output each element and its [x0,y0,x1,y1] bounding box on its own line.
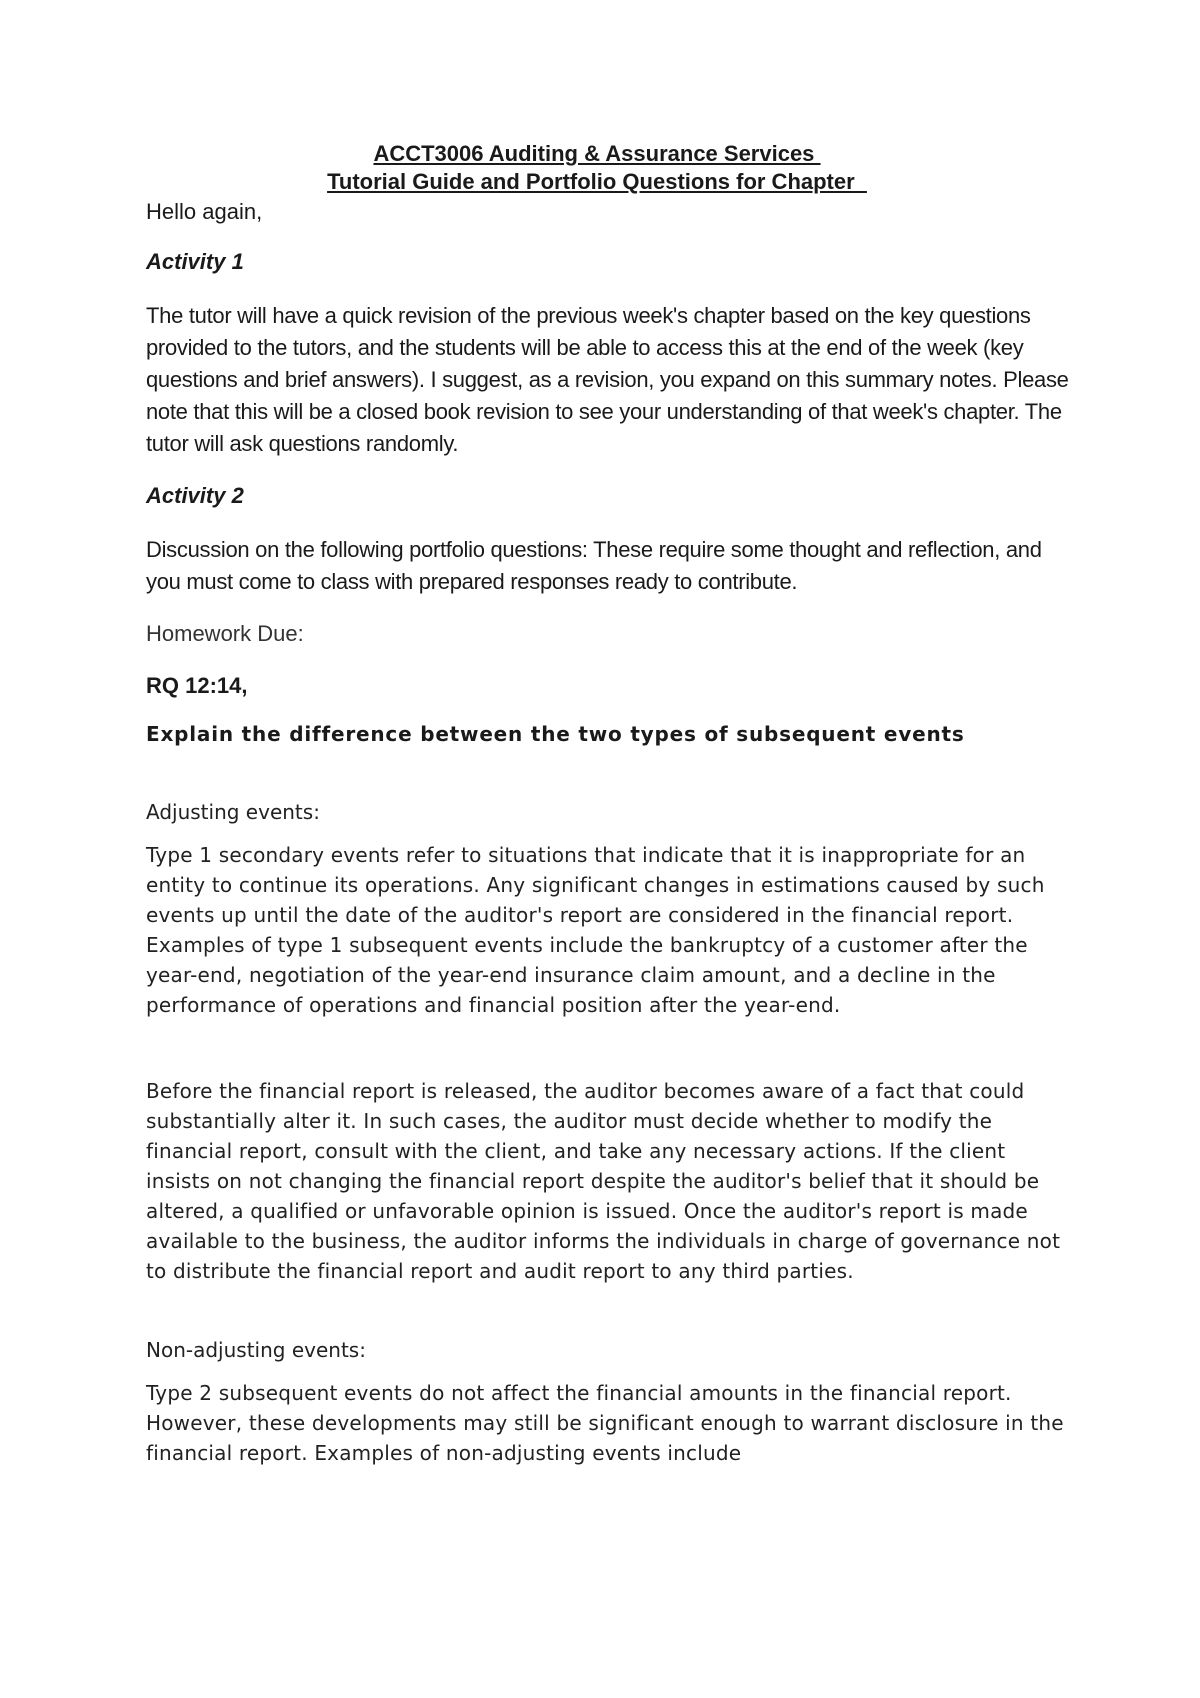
document-title-block [146,140,1048,196]
adjusting-events-paragraph-2: Before the financial report is released, the auditor becomes aware of a fact that could substantially alter it. In such cases, the auditor must decide whether to modify the financial report, consult with the client, and take any necessary actions. If the client insists on not changing the financial report despite the auditor's belief that it should be altered, a qualified or unfavorable opinion is issued. Once the auditor's report is made available to the business, the auditor informs the individuals in charge of governance not to distribute the financial report and audit report to any third parties. [146,1079,1061,1283]
adjusting-events-paragraph-1: Type 1 secondary events refer to situations that indicate that it is inappropriate for an entity to continue its operations. Any significant changes in estimations caused by such events up until the date of the auditor's report are considered in the financial report. Examples of type 1 subsequent events include the bankruptcy of a customer after the year-end, negotiation of the year-end insurance claim amount, and a decline in the performance of operations and financial position after the year-end. [146,843,1045,1017]
activity-2-text: Discussion on the following portfolio questions: These require some thought and reflection, and you must come to class with prepared responses ready to contribute. [146,537,1042,594]
question-text: Explain the difference between the two types of subsequent events [146,722,965,746]
greeting: Hello again, [146,199,263,224]
activity-1-text: The tutor will have a quick revision of the previous week's chapter based on the key questions provided to the tutors, and the students will be able to access this at the end of the week (key questions and brief answers). I suggest, as a revision, you expand on this summary notes. Please note that this will be a closed book revision to see your understanding of that week's chapter. The tutor will ask questions randomly. [146,303,1069,456]
non-adjusting-events-heading: Non-adjusting events: [146,1338,366,1362]
document-body [146,140,1076,1468]
homework-label: Homework Due: [146,621,304,646]
question-reference: RQ 12:14, [146,673,248,698]
course-title: ACCT3006 Auditing & Assurance Services [373,141,821,166]
adjusting-events-heading: Adjusting events: [146,800,320,824]
activity-1-heading: Activity 1 [146,249,244,274]
document-subtitle: Tutorial Guide and Portfolio Questions for Chapter [327,169,867,194]
non-adjusting-events-paragraph: Type 2 subsequent events do not affect the financial amounts in the financial report. However, these developments may still be significant enough to warrant disclosure in the financial report. Examples of non-adjusting events include [146,1381,1064,1465]
activity-2-heading: Activity 2 [146,483,244,508]
